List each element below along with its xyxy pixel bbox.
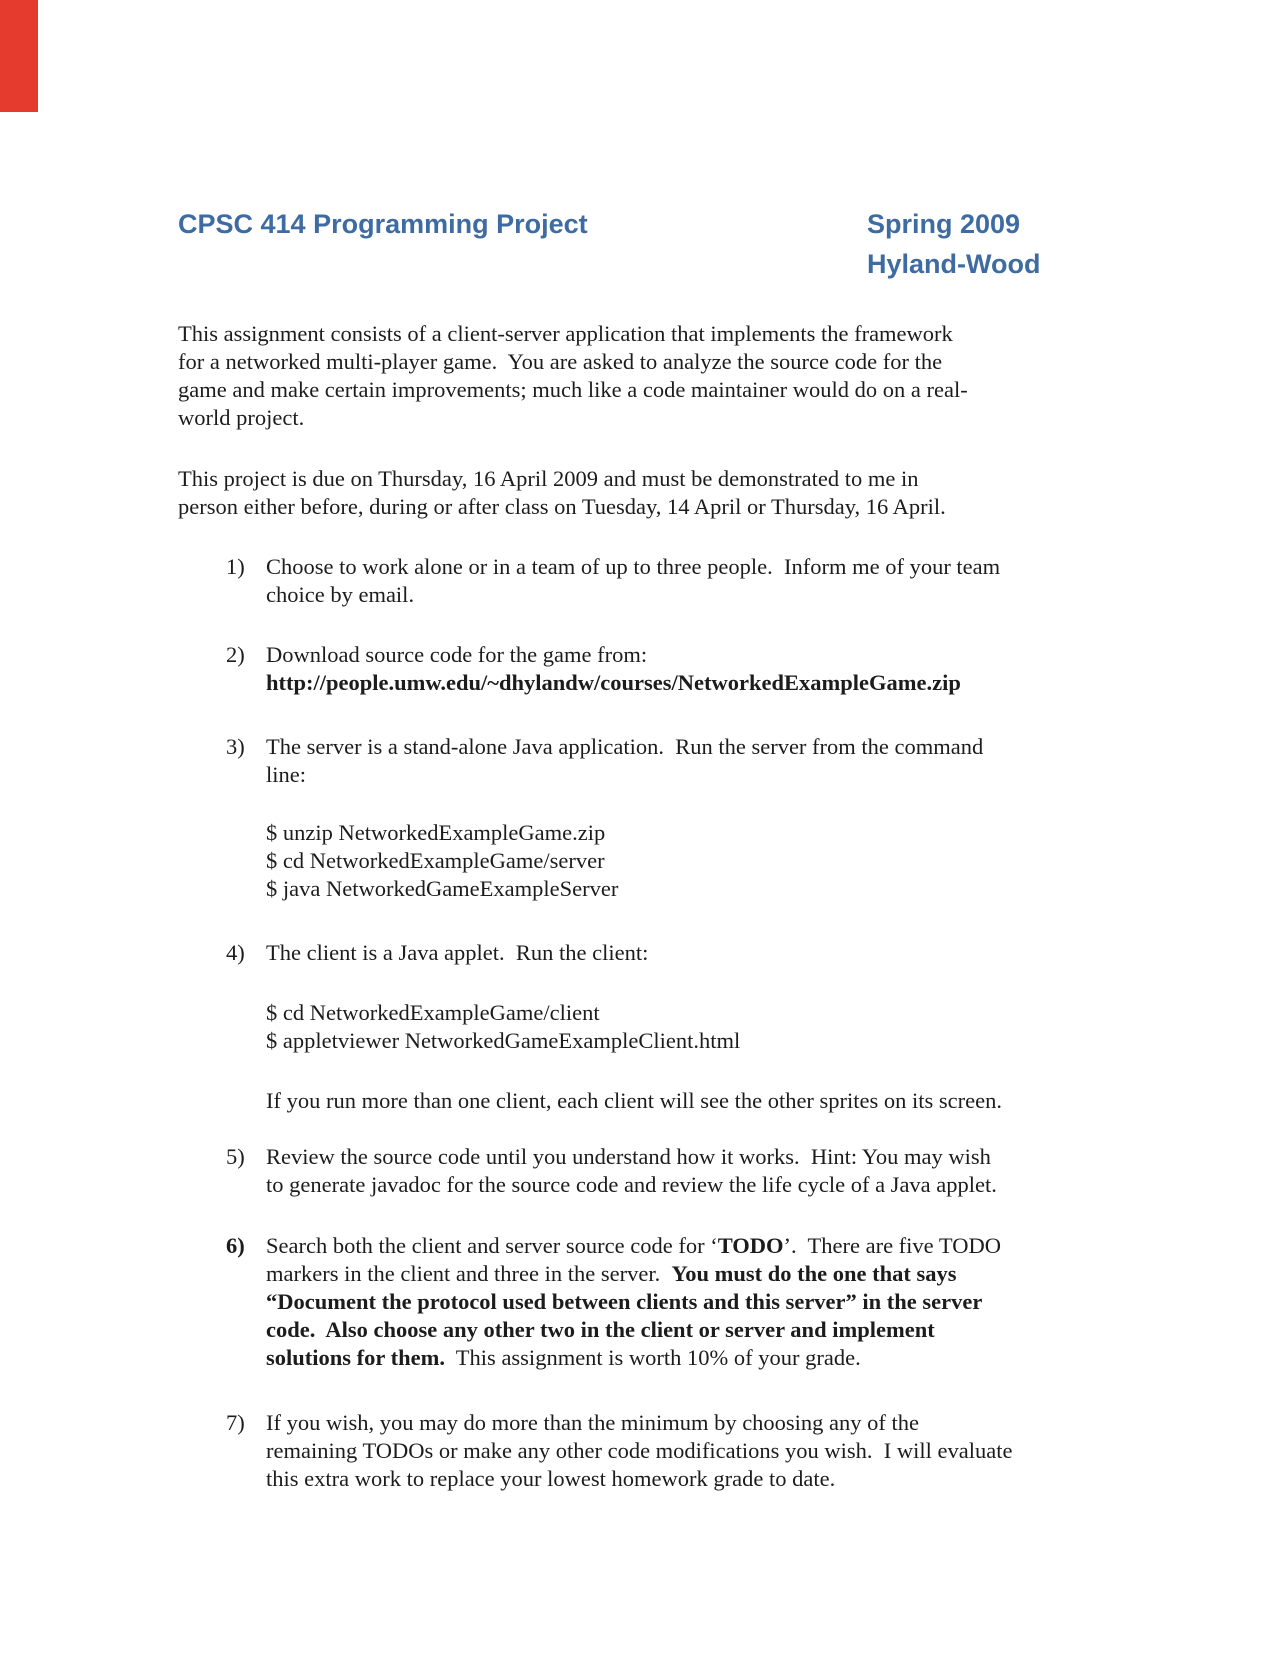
item-3-commands: $ unzip NetworkedExampleGame.zip $ cd NetworkedExampleGame/server $ java NetworkedGameExampleServer xyxy=(266,820,619,901)
item-2-text: Download source code for the game from: http://people.umw.edu/~dhylandw/courses/NetworkedExampleGame.zip xyxy=(266,642,961,695)
term-label: Spring 2009 xyxy=(867,209,1021,239)
item-7-text: If you wish, you may do more than the minimum by choosing any of the remaining TODOs or make any other code modifications you wish. I will evaluate this extra work to replace your lowest homework grade to date. xyxy=(266,1410,1013,1491)
list-item-2 xyxy=(178,641,1108,697)
item-5-text: Review the source code until you understand how it works. Hint: You may wish to generate javadoc for the source code and review the life cycle of a Java applet. xyxy=(266,1144,997,1197)
item-3-text: The server is a stand-alone Java application. Run the server from the command line: xyxy=(266,734,984,787)
item-6-text: Search both the client and server source code for ‘TODO’. There are five TODO markers in the client and three in the server. You must do the one that says “Document the protocol used between clients and this server” in the server code. Also choose any other two in the client or server and implement solutions for them. This assignment is worth 10% of your grade. xyxy=(266,1233,1001,1370)
course-title: CPSC 414 Programming Project xyxy=(178,209,588,239)
item-5-number: 5) xyxy=(226,1144,245,1169)
due-date-paragraph: This project is due on Thursday, 16 April 2009 and must be demonstrated to me in person either before, during or after class on Tuesday, 14 April or Thursday, 16 April. xyxy=(178,466,946,519)
item-7-number: 7) xyxy=(226,1410,245,1435)
list-item-7 xyxy=(178,1409,1108,1493)
item-3-number: 3) xyxy=(226,734,245,759)
item-6-number: 6) xyxy=(226,1233,245,1258)
document-header xyxy=(178,204,1108,284)
item-4-commands: $ cd NetworkedExampleGame/client $ appletviewer NetworkedGameExampleClient.html xyxy=(266,1000,741,1053)
document-content xyxy=(178,0,1108,1493)
list-item-6 xyxy=(178,1232,1108,1372)
item-4-text: The client is a Java applet. Run the client: xyxy=(266,940,649,965)
item-4-note: If you run more than one client, each client will see the other sprites on its screen. xyxy=(266,1088,1003,1113)
item-2-number: 2) xyxy=(226,642,245,667)
item-1-number: 1) xyxy=(226,554,245,579)
red-flag-marker xyxy=(0,0,38,112)
instructor-label: Hyland-Wood xyxy=(867,249,1041,279)
item-4-number: 4) xyxy=(226,940,245,965)
list-item-3 xyxy=(178,733,1108,903)
list-item-1 xyxy=(178,553,1108,609)
header-right-block xyxy=(867,204,1040,284)
list-item-5 xyxy=(178,1143,1108,1199)
list-item-4 xyxy=(178,939,1108,1115)
intro-paragraph: This assignment consists of a client-server application that implements the framework for a networked multi-player game. You are asked to analyze the source code for the game and make certain improvements; much like a code maintainer would do on a real- world project. xyxy=(178,321,968,430)
item-1-text: Choose to work alone or in a team of up to three people. Inform me of your team choice by email. xyxy=(266,554,1001,607)
